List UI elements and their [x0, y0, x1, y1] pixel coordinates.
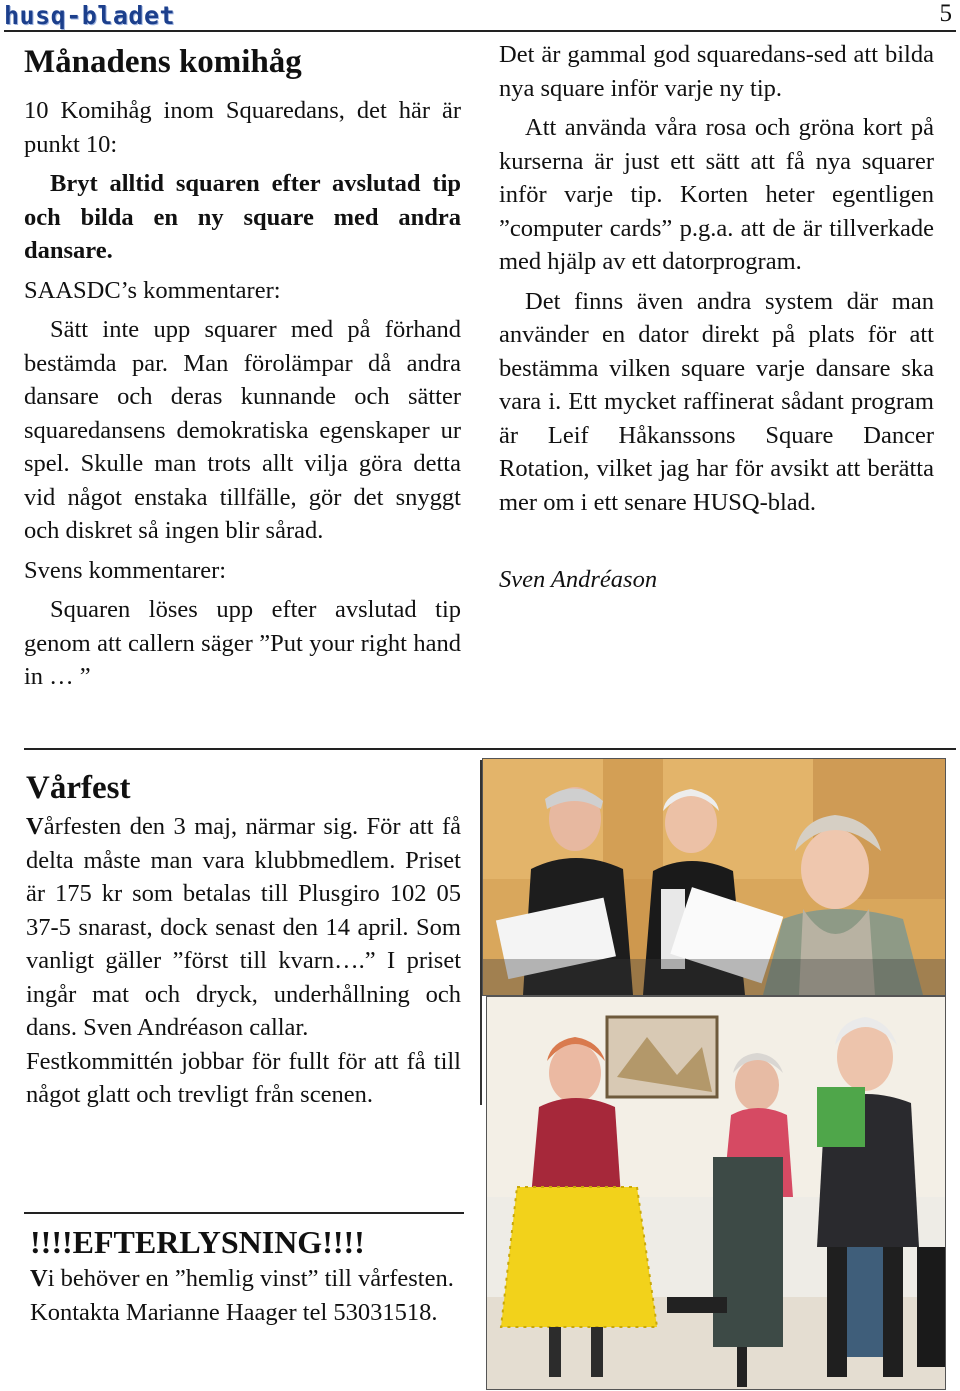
photo-dancer-costume [486, 996, 946, 1390]
masthead [4, 0, 956, 32]
efterlysning-title: !!!!EFTERLYSNING!!!! [30, 1224, 365, 1260]
efterlysning-article [30, 1222, 460, 1329]
page-number: 5 [939, 0, 952, 27]
komihag-col2-paragraph-2: Att använda våra rosa och gröna kort på kurserna är just ett sätt att få nya squarer inför varje tip. Korten heter egentligen ”computer cards” p.g.a. att de är tillverkade med hjälp av ett datorprogram. [499, 114, 934, 275]
efterlysning-body: i behöver en ”hemlig vinst” till vårfesten. Kontakta Marianne Haager tel 53031518. [30, 1265, 454, 1326]
komihag-title: Månadens komihåg [24, 44, 302, 80]
author-signature: Sven Andréason [499, 566, 658, 593]
saasdc-comment: Sätt inte upp squarer med på förhand bestämda par. Man förolämpar då andra dansare och deras kunnande och sätter squaredansens demokratiska egenskaper ur spel. Skulle man trots allt vilja göra detta vid något enstaka tillfälle, gör det snyggt och diskret så ingen blir sårad. [24, 316, 461, 544]
photo-dancer-costume-image [487, 997, 945, 1389]
komihag-column-right [499, 38, 934, 597]
komihag-col2-paragraph-1: Det är gammal god squaredans-sed att bilda nya square inför varje ny tip. [499, 41, 934, 102]
efterlysning-text [30, 1262, 460, 1329]
varfest-dropcap: V [26, 813, 44, 840]
photo-dancers-reading-image [483, 759, 945, 995]
komihag-rule: Bryt alltid squaren efter avslutad tip och bilda en ny square med andra dansare. [24, 170, 461, 264]
varfest-article [26, 768, 461, 1112]
svens-heading: Svens kommentarer: [24, 556, 227, 584]
saasdc-heading: SAASDC’s kommentarer: [24, 276, 281, 304]
efterlysning-dropcap: V [30, 1265, 48, 1292]
svens-comment: Squaren löses upp efter avslutad tip genom att callern säger ”Put your right hand in … ” [24, 596, 461, 690]
varfest-text [26, 810, 461, 1045]
komihag-intro: 10 Komihåg inom Squaredans, det här är punkt 10: [24, 97, 461, 158]
newsletter-logo: husq-bladet [4, 1, 176, 30]
varfest-title: Vårfest [26, 770, 131, 806]
photo-dancers-reading [482, 758, 946, 996]
section-divider-2 [24, 1212, 464, 1214]
section-divider [24, 748, 956, 750]
varfest-body: årfesten den 3 maj, närmar sig. För att få delta måste man vara klubbmedlem. Priset är 175 kr som betalas till Plusgiro 102 05 37-5 snarast, dock senast den 14 april. Som vanligt gäller ”först till kvarn….” I priset ingår mat och dryck, underhållning och dans. Sven Andréason callar. [26, 813, 461, 1041]
varfest-text-2: Festkommittén jobbar för fullt för att få till något glatt och trevligt från scenen. [26, 1047, 461, 1108]
komihag-col2-paragraph-3: Det finns även andra system där man använder en dator direkt på plats för att bestämma vilken square varje dansare ska vara i. Ett mycket raffinerat sådant program är Leif Håkanssons Square Dancer Rotation, vilket jag har för avsikt att berätta mer om i ett senare HUSQ-blad. [499, 287, 934, 516]
komihag-column-left [24, 42, 461, 694]
